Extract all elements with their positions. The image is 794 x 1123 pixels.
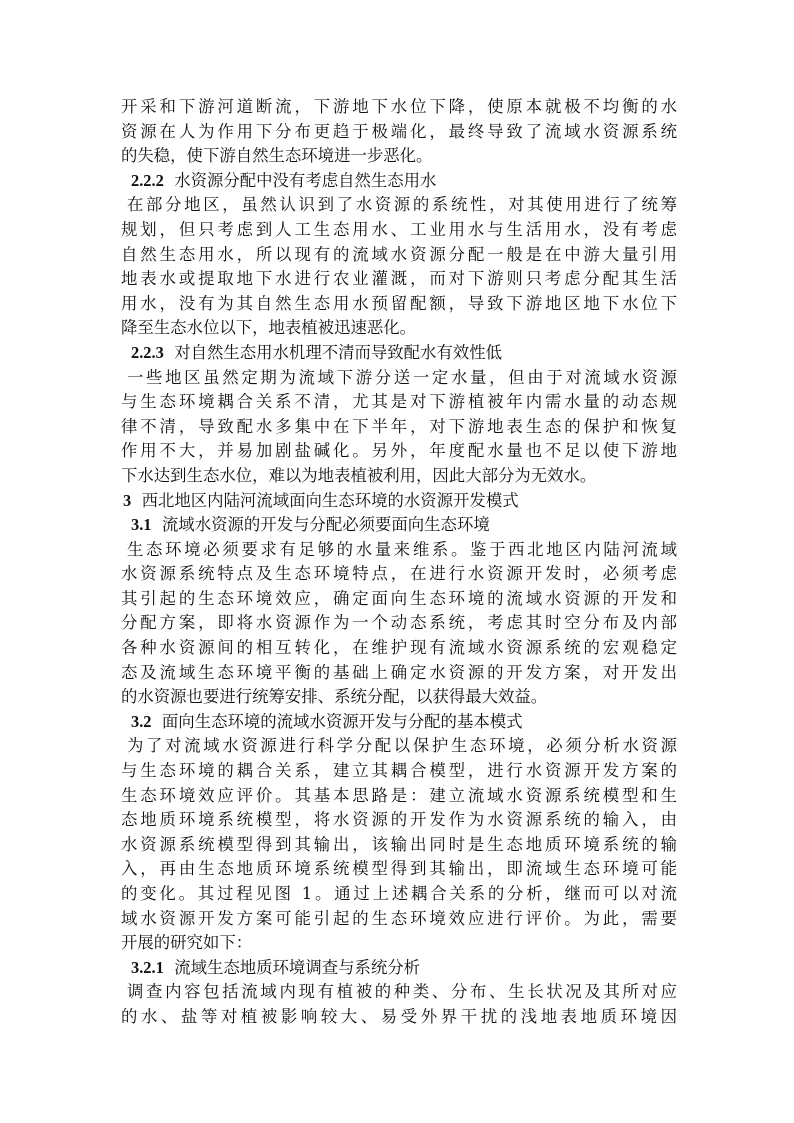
paragraph-line: 开展的研究如下： [121, 933, 253, 953]
paragraph-line: 的失稳，使下游自然生态环境进一步恶化。 [121, 146, 433, 166]
section-number: 3 [123, 490, 132, 510]
paragraph-line: 态及流域生态环境平衡的基础上确定水资源的开发方案，对开发出 [121, 662, 677, 682]
paragraph-line: 调查内容包括流域内现有植被的种类、分布、生长状况及其所对应 [127, 982, 677, 1002]
section-number: 2.2.3 [131, 342, 164, 362]
section-heading [121, 956, 677, 981]
paragraph-line: 降至生态水位以下，地表植被迅速恶化。 [121, 318, 417, 338]
section-number: 3.1 [131, 515, 152, 535]
section-heading [121, 341, 677, 366]
paragraph-line: 的水、盐等对植被影响较大、易受外界干扰的浅地表地质环境因 [121, 1006, 677, 1026]
section-heading [121, 513, 677, 538]
paragraph-line: 律不清，导致配水多集中在下半年，对下游地表生态的保护和恢复 [121, 416, 677, 436]
paragraph-line: 态地质环境系统模型，将水资源的开发作为水资源系统的输入，由 [121, 810, 677, 830]
section-number: 3.2 [131, 711, 152, 731]
section-title: 水资源分配中没有考虑自然生态用水 [174, 170, 437, 190]
paragraph-line: 的水资源也要进行统筹安排、系统分配，以获得最大效益。 [121, 687, 548, 707]
section-number: 3.2.1 [131, 957, 164, 977]
paragraph-line: 的变化。其过程见图 1。通过上述耦合关系的分析，继而可以对流 [121, 884, 677, 903]
paragraph-line: 作用不大，并易加剧盐碱化。另外，年度配水量也不足以使下游地 [121, 441, 677, 461]
section-heading [121, 710, 677, 735]
paragraph [121, 366, 677, 489]
paragraph-line: 资源在人为作用下分布更趋于极端化，最终导致了流域水资源系统 [121, 121, 677, 141]
paragraph-line: 与生态环境的耦合关系，建立其耦合模型，进行水资源开发方案的 [121, 761, 677, 781]
paragraph-line: 用水，没有为其自然生态用水预留配额，导致下游地区地下水位下 [121, 293, 677, 313]
paragraph-line: 下水达到生态水位，难以为地表植被利用，因此大部分为无效水。 [121, 465, 597, 485]
section-number: 2.2.2 [131, 170, 164, 190]
paragraph [121, 980, 677, 1029]
paragraph-line: 地表水或提取地下水进行农业灌溉，而对下游则只考虑分配其生活 [121, 269, 677, 289]
paragraph-line: 各种水资源间的相互转化，在维护现有流域水资源系统的宏观稳定 [121, 638, 677, 658]
paragraph [121, 193, 677, 341]
paragraph-line: 生态环境效应评价。其基本思路是：建立流域水资源系统模型和生 [121, 785, 677, 805]
section-heading [121, 169, 677, 194]
section-title: 对自然生态用水机理不清而导致配水有效性低 [174, 342, 503, 362]
section-title: 面向生态环境的流域水资源开发与分配的基本模式 [161, 711, 523, 731]
section-title: 流域生态地质环境调查与系统分析 [174, 957, 421, 977]
section-title: 流域水资源的开发与分配必须要面向生态环境 [161, 515, 490, 535]
paragraph-line: 水资源系统模型得到其输出，该输出同时是生态地质环境系统的输 [121, 834, 677, 854]
paragraph [121, 538, 677, 710]
paragraph-line: 一些地区虽然定期为流域下游分送一定水量，但由于对流域水资源 [127, 367, 677, 387]
paragraph-line: 开采和下游河道断流，下游地下水位下降，使原本就极不均衡的水 [121, 97, 677, 116]
paragraph [121, 734, 677, 955]
paragraph-line: 分配方案，即将水资源作为一个动态系统，考虑其时空分布及内部 [121, 613, 677, 633]
paragraph-line: 自然生态用水，所以现有的流域水资源分配一般是在中游大量引用 [121, 244, 677, 264]
paragraph [121, 95, 677, 169]
paragraph-line: 域水资源开发方案可能引起的生态环境效应进行评价。为此，需要 [121, 908, 677, 928]
paragraph-line: 入，再由生态地质环境系统模型得到其输出，即流域生态环境可能 [121, 859, 677, 879]
section-heading [121, 489, 677, 514]
document-page [121, 95, 677, 1030]
paragraph-line: 与生态环境耦合关系不清，尤其是对下游植被年内需水量的动态规 [121, 392, 677, 412]
paragraph-line: 在部分地区，虽然认识到了水资源的系统性，对其使用进行了统筹 [127, 195, 677, 215]
section-title: 西北地区内陆河流域面向生态环境的水资源开发模式 [141, 490, 519, 510]
paragraph-line: 生态环境必须要求有足够的水量来维系。鉴于西北地区内陆河流域 [127, 539, 677, 559]
paragraph-line: 其引起的生态环境效应，确定面向生态环境的流域水资源的开发和 [121, 588, 677, 608]
paragraph-line: 水资源系统特点及生态环境特点，在进行水资源开发时，必须考虑 [121, 564, 677, 584]
paragraph-line: 为了对流域水资源进行科学分配以保护生态环境，必须分析水资源 [127, 736, 677, 756]
paragraph-line: 规划，但只考虑到人工生态用水、工业用水与生活用水，没有考虑 [121, 219, 677, 239]
